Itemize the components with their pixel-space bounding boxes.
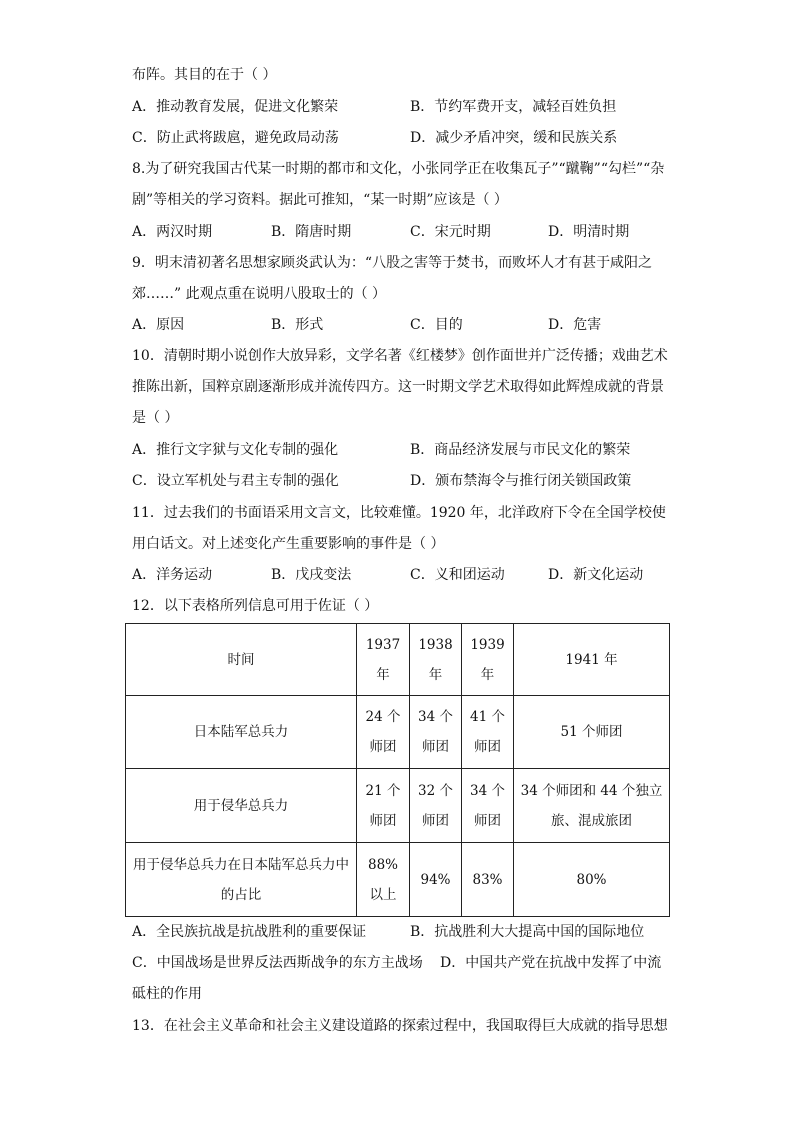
question-10-line1: 10．清朝时期小说创作大放异彩，文学名著《红楼梦》创作面世并广泛传播；戏曲艺术: [132, 348, 668, 364]
table-header-cell: 时间: [126, 624, 357, 696]
q8-option-a: A．两汉时期: [132, 224, 213, 240]
table-cell: 34 个师团和 44 个独立旅、混成旅团: [514, 769, 670, 843]
question-11-line2: 用白话文。对上述变化产生重要影响的事件是（ ）: [132, 536, 445, 552]
table-cell: 51 个师团: [514, 696, 670, 769]
question-9-line1: 9．明末清初著名思想家顾炎武认为：“八股之害等于焚书，而败坏人才有甚于咸阳之: [132, 255, 653, 271]
q9-option-a: A．原因: [132, 317, 185, 333]
q9-option-d: D．危害: [548, 317, 602, 333]
table-cell: 94%: [410, 843, 462, 917]
question-7-stem-end: 布阵。其目的在于（ ）: [132, 67, 277, 83]
q11-option-d: D．新文化运动: [548, 567, 644, 583]
q8-option-b: B．隋唐时期: [271, 224, 352, 240]
table-cell: 用于侵华总兵力: [126, 769, 357, 843]
q7-option-b: B．节约军费开支，减轻百姓负担: [410, 99, 617, 115]
q7-option-c: C．防止武将跋扈，避免政局动荡: [132, 130, 339, 146]
table-header-cell: 1938 年: [410, 624, 462, 696]
q7-option-a: A．推动教育发展，促进文化繁荣: [132, 99, 339, 115]
table-cell: 41 个师团: [462, 696, 514, 769]
question-12-stem: 12．以下表格所列信息可用于佐证（ ）: [132, 598, 379, 614]
q12-option-a: A．全民族抗战是抗战胜利的重要保证: [132, 924, 367, 940]
q7-option-d: D．减少矛盾冲突，缓和民族关系: [410, 130, 618, 146]
table-cell: 21 个师团: [357, 769, 410, 843]
question-8-line2: 剧”等相关的学习资料。据此可推知，“某一时期”应该是（ ）: [132, 192, 508, 208]
table-header-cell: 1941 年: [514, 624, 670, 696]
q12-option-c: C．中国战场是世界反法西斯战争的东方主战场: [132, 955, 423, 971]
table-header-cell: 1937 年: [357, 624, 410, 696]
table-row: [126, 843, 670, 917]
table-row: [126, 769, 670, 843]
table-cell: 用于侵华总兵力在日本陆军总兵力中的占比: [126, 843, 357, 917]
question-11-line1: 11．过去我们的书面语采用文言文，比较难懂。1920 年，北洋政府下令在全国学校使: [132, 505, 666, 521]
q9-option-c: C．目的: [410, 317, 463, 333]
table-header-row: [126, 624, 670, 696]
q11-option-c: C．义和团运动: [410, 567, 505, 583]
q12-option-b: B．抗战胜利大大提高中国的国际地位: [410, 924, 645, 940]
q10-option-b: B．商品经济发展与市民文化的繁荣: [410, 442, 631, 458]
q10-option-d: D．颁布禁海令与推行闭关锁国政策: [410, 473, 632, 489]
q11-option-b: B．戊戌变法: [271, 567, 352, 583]
q11-option-a: A．洋务运动: [132, 567, 213, 583]
q10-option-c: C．设立军机处与君主专制的强化: [132, 473, 339, 489]
q12-option-d-continued: 砥柱的作用: [132, 986, 202, 1002]
troop-data-table: [125, 623, 670, 917]
table-cell: 88%以上: [357, 843, 410, 917]
question-8-line1: 8.为了研究我国古代某一时期的都市和文化，小张同学正在收集瓦子”“蹴鞠”“勾栏”“杂: [132, 161, 665, 177]
q9-option-b: B．形式: [271, 317, 324, 333]
q8-option-c: C．宋元时期: [410, 224, 491, 240]
q12-option-d: D．中国共产党在抗战中发挥了中流: [440, 955, 662, 971]
table-cell: 34 个师团: [462, 769, 514, 843]
table-cell: 24 个师团: [357, 696, 410, 769]
question-10-line2: 推陈出新，国粹京剧逐渐形成并流传四方。这一时期文学艺术取得如此辉煌成就的背景: [132, 379, 664, 395]
table-row: [126, 696, 670, 769]
q8-option-d: D．明清时期: [548, 224, 630, 240]
table-cell: 日本陆军总兵力: [126, 696, 357, 769]
table-header-cell: 1939 年: [462, 624, 514, 696]
question-9-line2: 郊……” 此观点重在说明八股取士的（ ）: [132, 286, 387, 302]
q10-option-a: A．推行文字狱与文化专制的强化: [132, 442, 339, 458]
question-13-line1: 13．在社会主义革命和社会主义建设道路的探索过程中，我国取得巨大成就的指导思想: [132, 1018, 668, 1034]
table-cell: 32 个师团: [410, 769, 462, 843]
table-cell: 80%: [514, 843, 670, 917]
table-cell: 34 个师团: [410, 696, 462, 769]
table-cell: 83%: [462, 843, 514, 917]
question-10-line3: 是（ ）: [132, 410, 179, 426]
